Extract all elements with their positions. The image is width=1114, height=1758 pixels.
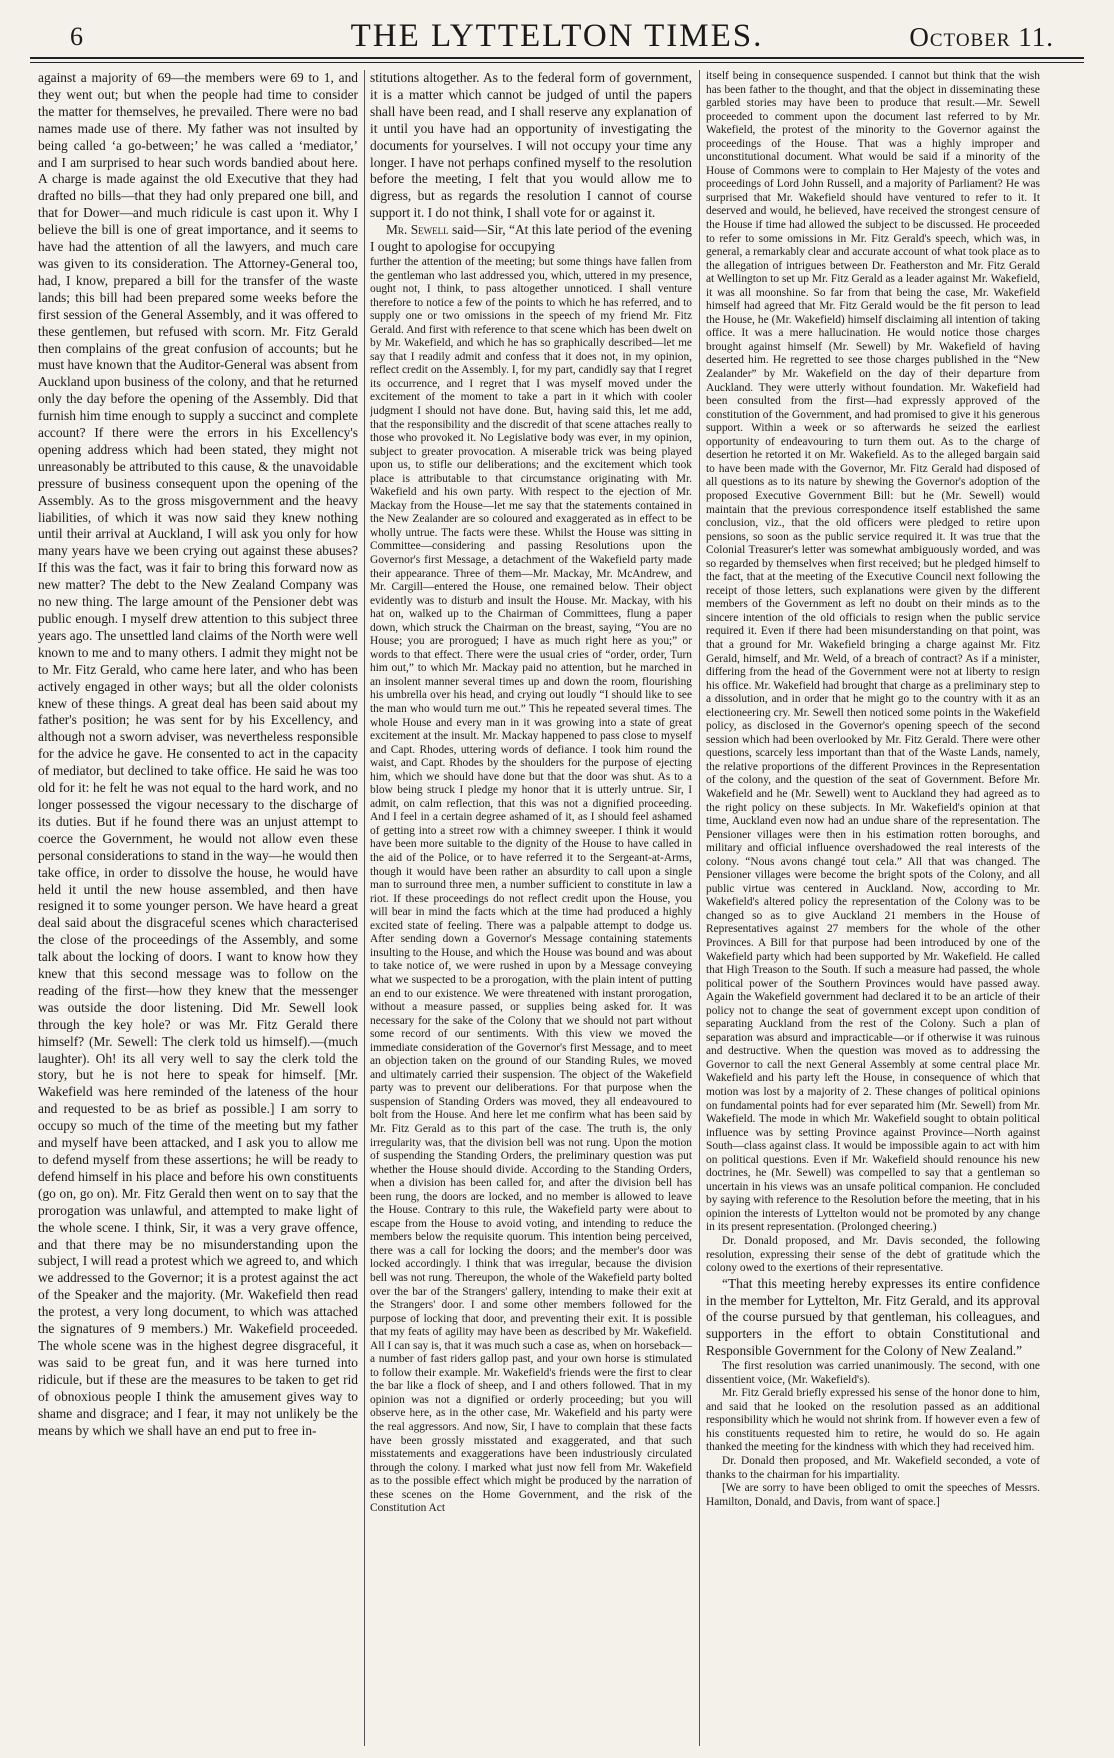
column-divider	[699, 70, 700, 1746]
speech-sewell-body: further the attention of the meeting; but some things have fallen from the gentleman who last addressed you, which, uttered in my presence, ought not, I think, to pass altogether unnoticed. I shall venture therefore to notice a few of the points to which he has referred, and to supply one or two omissions in the speech of my friend Mr. Fitz Gerald. And first with reference to that scene which has been dwelt on by Mr. Wakefield, and which he has so graphically described—let me say that I readily admit and confess that it does not, in my opinion, reflect credit on the Assembly. I, for my part, candidly say that I regret its occurrence, and I regret that I was myself moved under the excitement of the moment to take a part in it which with cooler judgment I should not have done. But, having said this, let me add, that the responsibility and the discredit of that scene attaches really to those who provoked it. No Legislative body was ever, in my opinion, subject to greater provocation. A miserable trick was being played upon us, to stifle our deliberations; and the excitement which took place is attributable to that circumstance originating with Mr. Wakefield and his own party. With respect to the ejection of Mr. Mackay from the House—let me say that the statements contained in the New Zealander are so coloured and exaggerated as in effect to be wholly untrue. The facts were these. Whilst the House was sitting in Committee—considering and passing Resolutions upon the Governor's first Message, a detachment of the Wakefield party made their appearance. Three of them—Mr. Mackay, Mr. McAndrew, and Mr. Cargill—entered the House, one remained below. Their object evidently was to disturb and insult the House. Mr. Mackay, with his hat on, walked up to the Chairman of Committees, flung a paper down, which struck the Chairman on the breast, saying, “You are no House; you are prorogued; I have as much right here as you;” or words to that effect. There were the usual cries of “order, order, Turn him out,” to which Mr. Mackay paid no attention, but he marched in an insolent manner several times up and down the room, flourishing his umbrella over his head, and crying out loudly “I should like to see the man who would turn me out.” This he repeated several times. The whole House and every man in it was growing into a state of great excitement at the insult. Mr. Mackay happened to pass close to myself and Capt. Rhodes, uttering words of defiance. I took him round the waist, and Capt. Rhodes by the shoulders for the purpose of ejecting him, which we should have done but that the door was shut. As to a blow being struck I pledge my honor that it is utterly untrue. Sir, I admit, on calm reflection, that this was not a dignified proceeding. And I feel in a certain degree ashamed of it, as I should feel ashamed of getting into a street row with a chimney sweeper. I think it would have been more suitable to the dignity of the House to have called in the aid of the Police, or to have referred it to the Sergeant-at-Arms, though it would have been rather an absurdity to call upon a single man to surround three men, a number sufficient to constitute in law a riot. If these proceedings do not reflect credit upon the House, you will bear in mind the facts which at the time had produced a highly excited state of feeling. There was a palpable attempt to dodge us. After sending down a Governor's Message containing statements insulting to the House, and which the House was bound and was about to take notice of, we were rushed in upon by a Message conveying what we suspected to be a prorogation, with the plain intent of putting an end to our existence. We were threatened with instant prorogation, without a measure passed, or supplies being asked for. It was necessary for the sake of the Colony that we should not part without some record of our sentiments. With this view we moved the immediate consideration of the Governor's first Message, and to meet an objection taken on the ground of our Standing Rules, we moved and ultimately carried their suspension. The object of the Wakefield party was to prevent our deliberations. For that purpose when the suspension of Standing Orders was moved, they all endeavoured to bolt from the House. And here let me confirm what has been said by Mr. Fitz Gerald as to this part of the case. The truth is, the only irregularity was, that the division bell was not rung. Upon the motion of suspending the Standing Orders, the preliminary question was put whether the House should divide. According to the Standing Orders, when a division has been called for, and after the division bell has been rung, the doors are locked, and no member is allowed to leave the House. Contrary to this rule, the Wakefield party were about to escape from the House to avoid voting, and intending to reduce the members below the requisite quorum. This intention being perceived, there was a call for locking the doors; and the member's door was locked accordingly. I think that was irregular, because the division bell was not rung. Thereupon, the whole of the Wakefield party bolted over the bar of the Strangers' gallery, intending to make their exit at the Strangers' door. I and some other members followed for the purpose of locking that door, and preventing their exit. It is possible that my feats of agility may have been as described by Mr. Wakefield. All I can say is, that it was much such a case as, when on horseback—a number of fast riders gallop past, and your own horse is stimulated to follow their example. Mr. Wakefield's friends were the first to clear the bar like a flock of sheep, and I and others followed. That in my opinion was not a dignified or orderly proceeding; but you will observe here, as in the other case, Mr. Wakefield and his party were the real aggressors. And now, Sir, I have to complain that these facts have been grossly misstated and exaggerated, and that such misstatements and exaggerations have been industriously circulated through the colony. I marked what just now fell from Mr. Wakefield as to the possible effect which might be produced by the narration of these scenes on the Home Government, and the risk of the Constitution Act	[370, 255, 692, 1515]
fitzgerald-reply: Mr. Fitz Gerald briefly expressed his sense of the honor done to him, and said that he looked on the resolution passed as an additional responsibility which he would not shrink from. If however even a few of his constituents requested him to retire, he would do so. He again thanked the meeting for the kindness with which they had received him.	[706, 1387, 1040, 1454]
column-3	[706, 70, 1040, 1746]
newspaper-title: THE LYTTELTON TIMES.	[350, 18, 764, 54]
column-divider	[364, 70, 365, 1746]
resolution-result: The first resolution was carried unanimously. The second, with one dissentient voice, (Mr. Wakefield's).	[706, 1360, 1040, 1386]
speech-sewell-opening: said—Sir, “At this late period of the evening I ought to apologise for occupying	[370, 222, 692, 255]
resolution-text: “That this meeting hereby expresses its entire confidence in the member for Lyttelton, Mr. Fitz Gerald, and its approval of the course pursued by that gentleman, his colleagues, and supporters in the effort to obtain Constitutional and Responsible Government for the Colony of New Zealand.”	[706, 1275, 1040, 1359]
speech-sewell-intro	[370, 222, 692, 256]
column-2	[370, 70, 692, 1746]
masthead	[30, 18, 1084, 54]
speech-sewell-conclusion: itself being in consequence suspended. I cannot but think that the wish has been father to the thought, and that the object in disseminating these garbled stories may have been to produce that result.—Mr. Sewell proceeded to comment upon the document last referred to by Mr. Wakefield, the protest of the minority to the Governor against the proceedings of the House. That was a highly improper and unconstitutional document. What would be said if a minority of the House of Commons were to complain to Her Majesty of the votes and proceedings of Lord John Russell, and a majority of Parliament? He was surprised that Mr. Wakefield should have ventured to refer to it. It deserved and would, he believed, have received the strongest censure of the House if time had allowed the subject to be discussed. He proceeded to refer to some omissions in Mr. Fitz Gerald's speech, which was, in general, a remarkably clear and accurate account of what took place as to the allegation of intrigues between Dr. Featherston and Mr. Fitz Gerald at Wellington to set up Mr. Fitz Gerald as a leader against Mr. Wakefield, it was all moonshine. So far from that being the case, Mr. Wakefield himself had agreed that Mr. Fitz Gerald would be the fit person to lead the House, he (Mr. Wakefield) himself disclaiming all intention of taking office. It was a mere hallucination. He would notice those charges brought against himself (Mr. Sewell) by Mr. Wakefield of having deserted him. He regretted to see those charges published in the “New Zealander” by Mr. Wakefield on the day of their departure from Auckland. They were utterly without foundation. Mr. Wakefield had been consulted from the first—had expressly approved of the constitution of the Government, and had promised to give it his generous support. Within a week or so afterwards he seized the earliest opportunity of endeavouring to turn them out. As to the charge of desertion he retorted it on Mr. Wakefield. As to the alleged bargain said to have been made with the Governor, Mr. Fitz Gerald had disposed of all questions as to its nature by shewing the Governor's adoption of the proposed Executive Government Bill: but he (Mr. Sewell) would maintain that the previous correspondence itself established the same conclusion, viz., that the old officers were pledged to retire upon pensions, so soon as the public service required it. It was true that the Colonial Treasurer's letter was somewhat ambiguously worded, and was so regarded by themselves when first received; but he pledged himself to the fact, that at the meeting of the Executive Council next following the receipt of those letters, such explanations were given by the different members of the Government as left no doubt on their minds as to the sincere intention of the old officials to resign when the public service required it. Even if there had been misunderstanding on that point, was that a ground for Mr. Wakefield bringing a charge against Mr. Fitz Gerald, himself, and Mr. Weld, of a breach of contract? As if a minister, differing from the head of the Government were not at liberty to resign his office. Mr. Wakefield had brought that charge as a preliminary step to a dissolution, and in order that he might go to the country with it as an electioneering cry. Mr. Sewell then noticed some points in the Wakefield policy, as disclosed in the Governor's opening speech of the second session which had been overlooked by Mr. Fitz Gerald. There were other questions, scarcely less important than that of the Waste Lands, namely, the relative proportions of the different Provinces in the Representation of the colony, and the question of the seat of Government. Before Mr. Wakefield and he (Mr. Sewell) went to Auckland they had agreed as to the right policy on these subjects. In Mr. Wakefield's opinion at that time, Auckland even now had an undue share of the representation. The Pensioner villages were then in his estimation rotten boroughs, and military and official influence overshadowed the real interests of the colony. “Nous avons changé tout cela.” All that was changed. The Pensioner villages were become the bright spots of the Colony, and all public virtue was centered in Auckland. Now, according to Mr. Wakefield's altered policy the representation of the Colony was to be changed so as to give Auckland 21 members in the House of Representatives against 27 members for the whole of the other Provinces. A Bill for that purpose had been introduced by one of the Wakefield party which had been supported by Mr. Wakefield. He called that High Treason to the South. If such a measure had passed, the whole political power of the Southern Provinces would have passed away. Again the Wakefield government had declared it to be an article of their policy not to change the seat of government except upon condition of separating Auckland from the rest of the Colony. Such a plan of separation was absurd and impracticable—or if otherwise it was ruinous and destructive. When the question was moved as to addressing the Governor to call the next General Assembly at some central place Mr. Wakefield and his party left the House, in consequence of which that motion was lost by a majority of 2. These changes of political opinions on fundamental points had for ever separated him (Mr. Sewell) from Mr. Wakefield. The mode in which Mr. Wakefield sought to obtain political influence was by setting Province against Province—North against South—class against class. It would be impossible again to act with him on political questions. Even if Mr. Wakefield should renounce his new doctrines, he (Mr. Sewell) was compelled to say that a gentleman so uncertain in his views was an unsafe political companion. He concluded by saying with reference to the Resolution before the meeting, that in his opinion the interests of Lyttelton would not be promoted by any change in its present representation. (Prolonged cheering.)	[706, 70, 1040, 1234]
header-rule-thin	[30, 62, 1084, 63]
editorial-note: [We are sorry to have been obliged to omit the speeches of Messrs. Hamilton, Donald, and Davis, from want of space.]	[706, 1482, 1040, 1508]
speaker-name: Mr. Sewell	[386, 222, 449, 238]
speech-wakefield-end: stitutions altogether. As to the federal form of government, it is a matter which cannot be judged of until the papers shall have been read, and I shall reserve any explanation of it until you have had an opportunity of investigating the documents for yourselves. I will not occupy your time any longer. I have not perhaps confined myself to the resolution before the meeting, I felt that you would allow me to digress, but as regards the resolution I cannot of course support it. I do not think, I shall vote for or against it.	[370, 70, 692, 221]
header-rule	[30, 57, 1084, 59]
resolution-proposal: Dr. Donald proposed, and Mr. Davis seconded, the following resolution, expressing their sense of the debt of gratitude which the colony owed to the exertions of their representative.	[706, 1235, 1040, 1275]
speech-wakefield-continued: against a majority of 69—the members were 69 to 1, and they went out; but when the people had time to consider the matter for themselves, he prevailed. There were no bad names made use of there. My father was not insulted by being called ‘a go-between;’ he was called a ‘mediator,’ and I am surprised to hear such words bandied about here. A charge is made against the old Executive that they had drafted no bills—that they had only prepared one bill, and that for Dower—and much ridicule is cast upon it. Why I believe the bill is one of great importance, and it seems to have had the attention of all the lawyers, and much care was given to its consideration. The Attorney-General too, had, I know, prepared a bill for the transfer of the waste lands; this bill had been prepared some weeks before the first session of the General Assembly, and it was offered to these gentlemen, but refused with scorn. Mr. Fitz Gerald then complains of the great confusion of accounts; but he must have known that the Auditor-General was absent from Auckland upon business of the colony, and that he returned only the day before the opening of the Assembly. Did that furnish him time enough to supply a succinct and complete account? If there were the errors in his Excellency's opening address which had been stated, they might not unreasonably be attributed to this cause, & the unavoidable pressure of business consequent upon the opening of the Assembly. As to the gross misgovernment and the heavy liabilities, of which it was now said they knew nothing until their arrival at Auckland, I will ask you only for how many years have we been crying out against these abuses? If this was the fact, was it fair to bring this forward now as new matter? The debt to the New Zealand Company was no new thing. The large amount of the Pensioner debt was public enough. I myself drew attention to this subject three years ago. The unsettled land claims of the North were well known to me and to many others. I admit they might not be to Mr. Fitz Gerald, who came here later, and who has been actively engaged in other ways; but all the older colonists knew of these things. A great deal has been said about my father's position; he was sent for by his Excellency, and although not a sworn adviser, was nevertheless responsible for the advice he gave. He consented to act in the capacity of mediator, but declined to take office. He said he was too old for it: he felt he was not equal to the hard work, and no longer possessed the vigour necessary to the discharge of its duties. But if he found there was an unjust attempt to coerce the Government, he would not allow even these personal considerations to stand in the way—he would then take office, in order to dissolve the house, he would have held it until the new house assembled, and then have resigned it to some younger person. We have heard a great deal said about the disgraceful scenes which characterised the close of the proceedings of the Assembly, and some talk about the locking of doors. I want to know how they knew that this second message was to follow on the reading of the first—how they knew that the messenger was outside the door listening. Did Mr. Sewell look through the key hole? or was Mr. Fitz Gerald there himself? (Mr. Sewell: The clerk told us himself).—(much laughter). Oh! its all very well to say the clerk told the story, but he is not here to speak for himself. [Mr. Wakefield was here reminded of the lateness of the hour and requested to be as brief as possible.] I am sorry to occupy so much of the time of the meeting but my father and myself have been attacked, and I ask you to allow me to defend myself from these assertions; he will be ready to defend himself in his place and before his own constituents (go on, go on). Mr. Fitz Gerald then went on to say that the prorogation was unlawful, and attempted to make light of the whole scene. I think, Sir, it was a very grave offence, and that there may be no misunderstanding upon the subject, I will read a protest which we agreed to, and which we addressed to the Governor; it is a protest against the act of the Speaker and the majority. (Mr. Wakefield then read the protest, a very long document, to which was attached the signatures of 9 members.) Mr. Wakefield proceeded. The whole scene was in the highest degree disgraceful, it was said to be great fun, and it was here turned into ridicule, but if these are the measures to be taken to get rid of obnoxious people I think the amusement gives way to shame and disgrace; and I fear, it may not unlikely be the means by which we shall have an end put to free in-	[38, 70, 358, 1438]
issue-date: October 11.	[909, 22, 1054, 52]
column-1	[38, 70, 358, 1746]
article-columns	[30, 70, 1084, 1746]
vote-of-thanks: Dr. Donald then proposed, and Mr. Wakefield seconded, a vote of thanks to the chairman for his impartiality.	[706, 1455, 1040, 1481]
page-number: 6	[70, 22, 83, 51]
